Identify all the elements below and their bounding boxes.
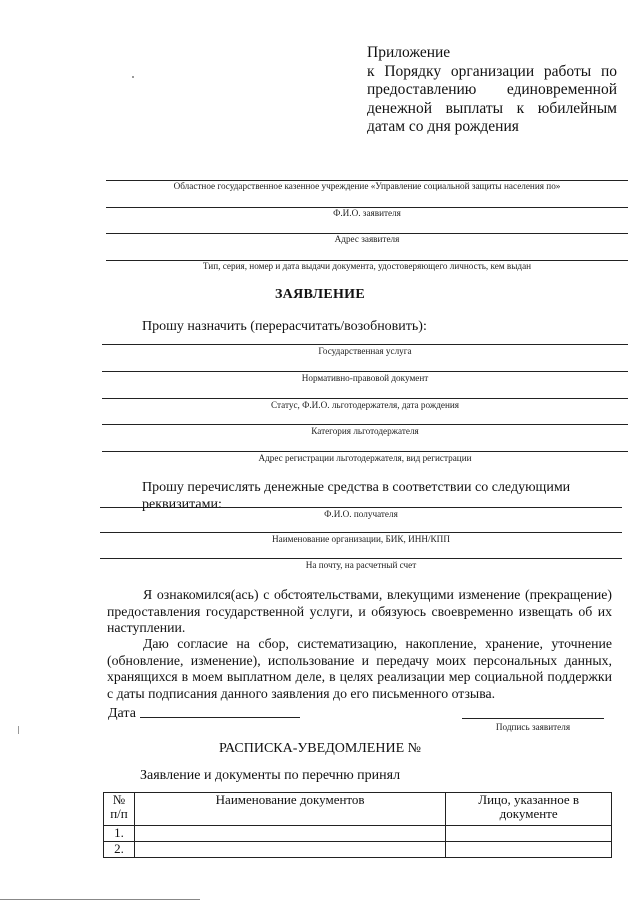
request-intro: Прошу назначить (перерасчитать/возобновить): xyxy=(142,319,427,334)
account-caption: На почту, на расчетный счет xyxy=(305,560,417,570)
applicant-name-caption: Ф.И.О. заявителя xyxy=(333,208,401,218)
person-cell[interactable] xyxy=(446,842,612,858)
scan-edge-line xyxy=(0,899,200,900)
column-header-person xyxy=(446,793,612,826)
receipt-intro: Заявление и документы по перечню принял xyxy=(140,768,401,783)
column-header-person-text: Лицо, указанное в документе xyxy=(478,792,580,821)
beneficiary-status-caption: Статус, Ф.И.О. льготодержателя, дата рождения xyxy=(270,400,460,410)
organization-line[interactable] xyxy=(100,532,622,533)
scan-speck xyxy=(18,726,19,734)
identity-document-caption: Тип, серия, номер и дата выдачи документа, удостоверяющего личность, кем выдан xyxy=(202,261,532,271)
account-line[interactable] xyxy=(100,558,622,559)
beneficiary-category-caption: Категория льготодержателя xyxy=(311,426,419,436)
table-header-row xyxy=(104,793,612,826)
beneficiary-status-line[interactable] xyxy=(102,398,628,399)
document-name-cell[interactable] xyxy=(134,842,445,858)
scan-speck xyxy=(132,76,134,78)
organization-caption: Наименование организации, БИК, ИНН/КПП xyxy=(272,534,450,544)
service-caption: Государственная услуга xyxy=(318,346,412,356)
legal-act-caption: Нормативно-правовой документ xyxy=(301,373,429,383)
row-number: 2. xyxy=(104,842,135,858)
registration-address-line[interactable] xyxy=(102,451,628,452)
appendix-line: к Порядку организации работы по xyxy=(367,62,617,80)
column-header-documents xyxy=(134,793,445,826)
consent-paragraph: Даю согласие на сбор, систематизацию, накопление, хранение, уточнение (обновление, изменение), использование и передачу моих персональных данных, хранящихся в моем выплатном деле, в целях реализации мер социальной поддержки с даты подписания данного заявления до его письменного отзыва. xyxy=(107,636,612,701)
beneficiary-category-line[interactable] xyxy=(102,424,628,425)
column-header-number xyxy=(104,793,135,826)
applicant-address-caption: Адрес заявителя xyxy=(334,234,400,244)
legal-act-line[interactable] xyxy=(102,371,628,372)
column-header-documents-text: Наименование документов xyxy=(215,792,365,807)
signature-caption: Подпись заявителя xyxy=(495,722,571,732)
acknowledgement-paragraph: Я ознакомился(ась) с обстоятельствами, влекущими изменение (прекращение) предоставления государственной услуги, и обязуюсь своевременно извещать об их наступлении. xyxy=(107,587,612,636)
receipt-title: РАСПИСКА-УВЕДОМЛЕНИЕ № xyxy=(218,741,421,756)
institution-caption: Областное государственное казенное учреждение «Управление социальной защиты населения по» xyxy=(173,181,561,191)
row-number: 1. xyxy=(104,826,135,842)
registration-address-caption: Адрес регистрации льготодержателя, вид регистрации xyxy=(258,453,472,463)
signature-line[interactable] xyxy=(462,718,604,719)
appendix-line: денежной выплаты к юбилейным xyxy=(367,99,617,117)
table-row xyxy=(104,826,612,842)
date-label: Дата xyxy=(108,706,136,721)
date-line[interactable] xyxy=(140,717,300,718)
person-cell[interactable] xyxy=(446,826,612,842)
table-row xyxy=(104,842,612,858)
recipient-name-caption: Ф.И.О. получателя xyxy=(324,509,398,519)
transfer-intro: Прошу перечислять денежные средства в соответствии со следующими реквизитами: xyxy=(142,480,571,512)
service-line[interactable] xyxy=(102,344,628,345)
documents-table xyxy=(103,792,612,858)
appendix-line: Приложение xyxy=(367,44,451,61)
appendix-line: предоставлению единовременной xyxy=(367,81,617,98)
document-name-cell[interactable] xyxy=(134,826,445,842)
recipient-name-line[interactable] xyxy=(100,507,622,508)
appendix-line: датам со дня рождения xyxy=(367,118,519,135)
column-header-number-text: № п/п xyxy=(110,792,128,821)
appendix-block xyxy=(367,44,617,137)
document-title: ЗАЯВЛЕНИЕ xyxy=(274,287,365,302)
